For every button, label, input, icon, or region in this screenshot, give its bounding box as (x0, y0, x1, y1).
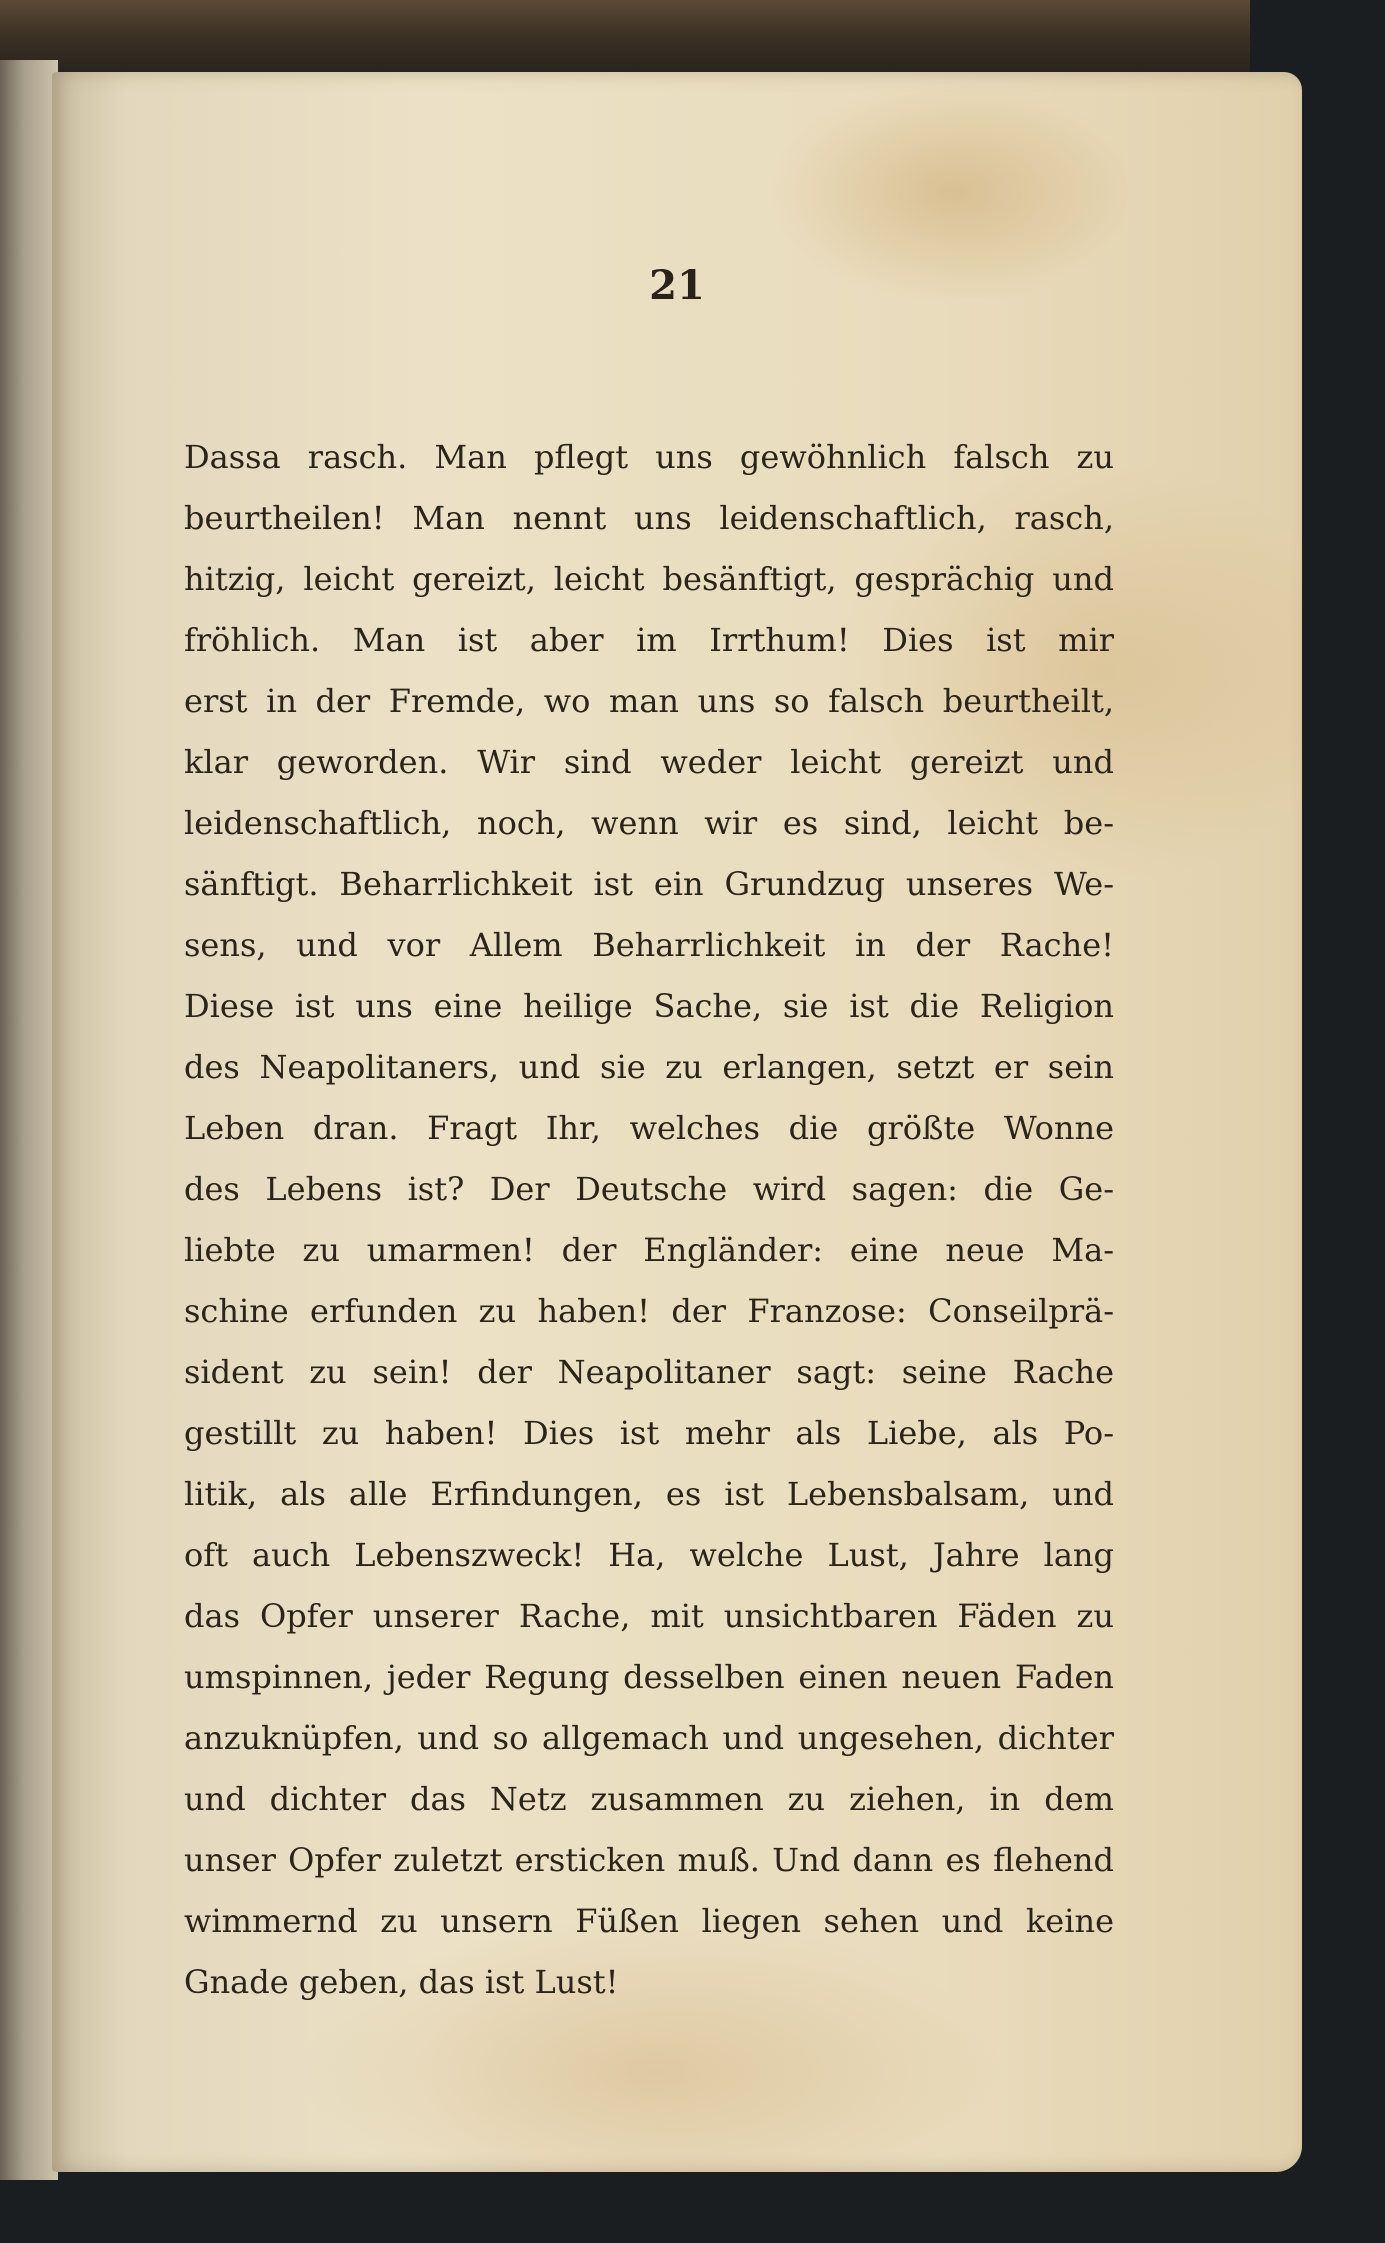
text-line: litik, als alle Erfindungen, es ist Lebensbalsam, und (184, 1475, 1114, 1513)
text-line: umspinnen, jeder Regung desselben einen neuen Faden (184, 1658, 1114, 1696)
text-line: sens, und vor Allem Beharrlichkeit in der Rache! (184, 926, 1114, 964)
page-number: 21 (649, 262, 705, 309)
book-page (52, 72, 1302, 2172)
text-line: klar geworden. Wir sind weder leicht gereizt und (184, 743, 1114, 781)
text-line: erst in der Fremde, wo man uns so falsch beurtheilt, (184, 682, 1114, 720)
text-line: fröhlich. Man ist aber im Irrthum! Dies ist mir (184, 621, 1114, 659)
text-line: schine erfunden zu haben! der Franzose: Conseilprä- (184, 1292, 1114, 1330)
text-line: hitzig, leicht gereizt, leicht besänftigt, gesprächig und (184, 560, 1114, 598)
text-line: wimmernd zu unsern Füßen liegen sehen und keine (184, 1902, 1114, 1940)
text-line: beurtheilen! Man nennt uns leidenschaftlich, rasch, (184, 499, 1114, 537)
text-line: sident zu sein! der Neapolitaner sagt: seine Rache (184, 1353, 1114, 1391)
text-line: Diese ist uns eine heilige Sache, sie ist die Religion (184, 987, 1114, 1025)
text-line: sänftigt. Beharrlichkeit ist ein Grundzug unseres We- (184, 865, 1114, 903)
text-line: Gnade geben, das ist Lust! (184, 1963, 619, 2001)
text-line: gestillt zu haben! Dies ist mehr als Liebe, als Po- (184, 1414, 1114, 1452)
book-binding-edge (0, 60, 58, 2180)
text-line: das Opfer unserer Rache, mit unsichtbaren Fäden zu (184, 1597, 1114, 1635)
text-line: des Neapolitaners, und sie zu erlangen, setzt er sein (184, 1048, 1114, 1086)
book-top-edge (0, 0, 1250, 72)
text-line: des Lebens ist? Der Deutsche wird sagen: die Ge- (184, 1170, 1114, 1208)
body-text (184, 427, 1114, 2013)
text-line: und dichter das Netz zusammen zu ziehen, in dem (184, 1780, 1114, 1818)
text-line: Dassa rasch. Man pflegt uns gewöhnlich falsch zu (184, 438, 1114, 476)
text-line: leidenschaftlich, noch, wenn wir es sind, leicht be- (184, 804, 1114, 842)
text-line: Leben dran. Fragt Ihr, welches die größte Wonne (184, 1109, 1114, 1147)
text-line: oft auch Lebenszweck! Ha, welche Lust, Jahre lang (184, 1536, 1114, 1574)
text-line: anzuknüpfen, und so allgemach und ungesehen, dichter (184, 1719, 1114, 1757)
text-line: liebte zu umarmen! der Engländer: eine neue Ma- (184, 1231, 1114, 1269)
text-line: unser Opfer zuletzt ersticken muß. Und dann es flehend (184, 1841, 1114, 1879)
